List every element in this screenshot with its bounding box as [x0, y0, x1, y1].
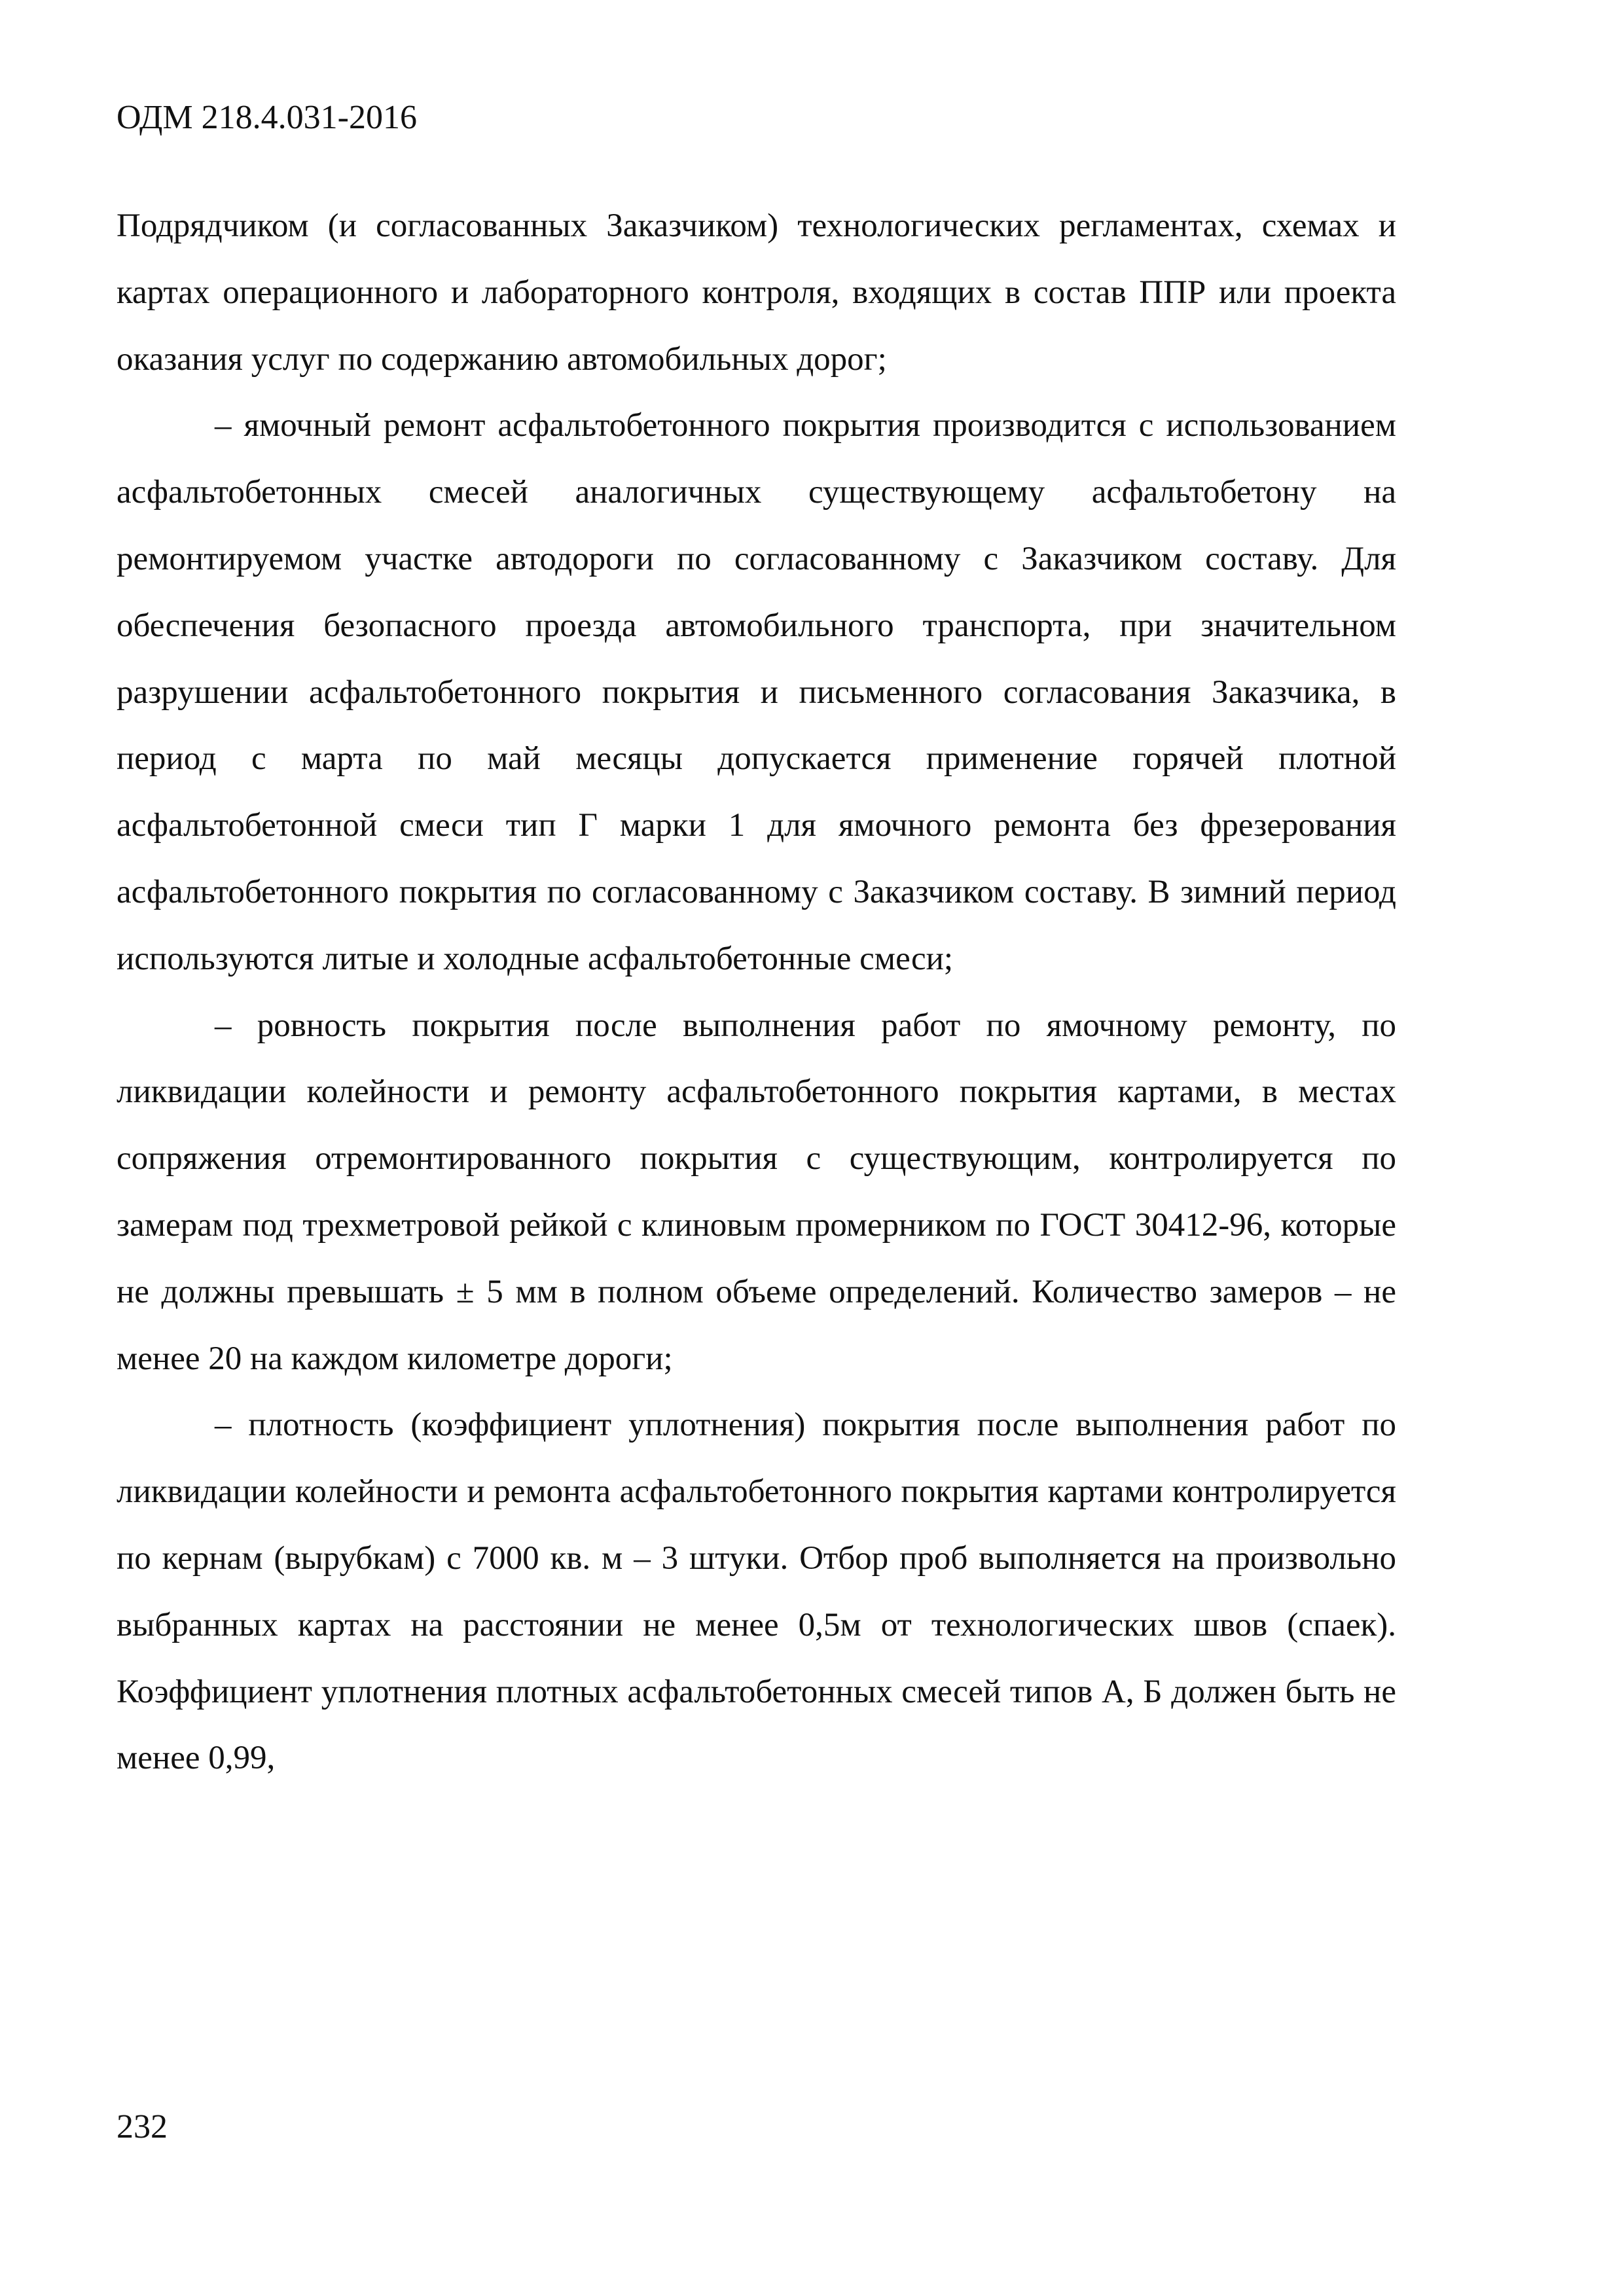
paragraph-continuation: Подрядчиком (и согласованных Заказчиком) технологических регламентах, схемах и картах операционного и лабораторного контроля, входящих в состав ППР или проекта оказания услуг по содержанию автомобильных дорог; [117, 207, 1396, 378]
document-code-header: ОДМ 218.4.031-2016 [117, 99, 417, 136]
paragraph-compaction-density: – плотность (коэффициент уплотнения) покрытия после выполнения работ по ликвидации колейности и ремонта асфальтобетонного покрытия картами контролируется по кернам (вырубкам) с 7000 кв. м – 3 штуки. Отбор проб выполняется на произвольно выбранных картах на расстоянии не менее 0,5м от технологических швов (спаек). Коэффициент уплотнения плотных асфальтобетонных смесей типов А, Б должен быть не менее 0,99, [117, 1407, 1396, 1777]
paragraph-surface-evenness: – ровность покрытия после выполнения работ по ямочному ремонту, по ликвидации колейности и ремонту асфальтобетонного покрытия картами, в местах сопряжения отремонтированного покрытия с существующим, контролируется по замерам под трехметровой рейкой с клиновым промерником по ГОСТ 30412-96, которые не должны превышать ± 5 мм в полном объеме определений. Количество замеров – не менее 20 на каждом километре дороги; [117, 1007, 1396, 1377]
document-body [117, 193, 1396, 1792]
paragraph-pothole-repair: – ямочный ремонт асфальтобетонного покрытия производится с использованием асфальтобетонных смесей аналогичных существующему асфальтобетону на ремонтируемом участке автодороги по согласованному с Заказчиком составу. Для обеспечения безопасного проезда автомобильного транспорта, при значительном разрушении асфальтобетонного покрытия и письменного согласования Заказчика, в период с марта по май месяцы допускается применение горячей плотной асфальтобетонной смеси тип Г марки 1 для ямочного ремонта без фрезерования асфальтобетонного покрытия по согласованному с Заказчиком составу. В зимний период используются литые и холодные асфальтобетонные смеси; [117, 407, 1396, 977]
page-number: 232 [117, 2108, 168, 2145]
